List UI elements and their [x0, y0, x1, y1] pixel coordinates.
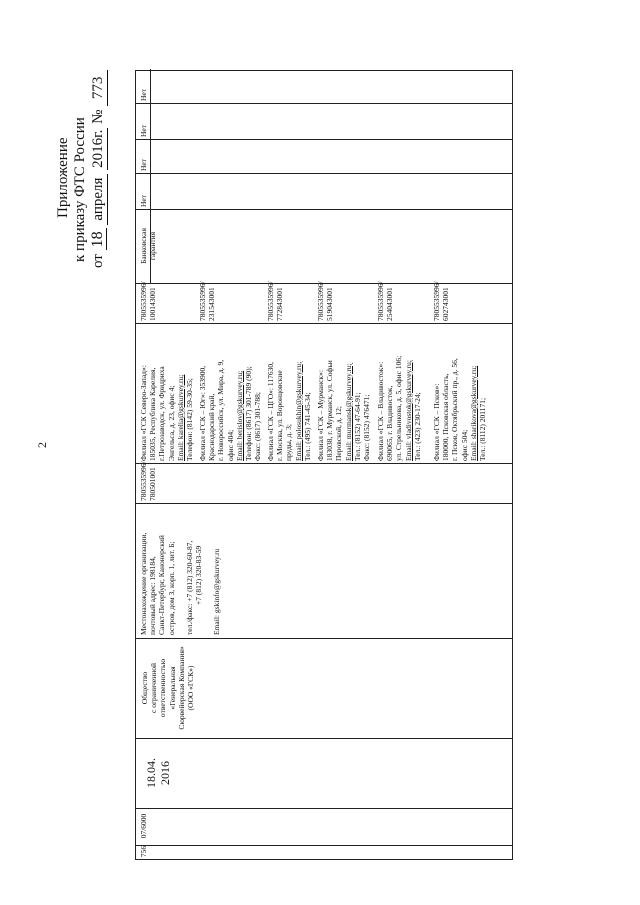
- branch-line: Телефон: (8142) 59-30-35;: [185, 378, 195, 461]
- annex-date-prefix: от: [90, 254, 106, 268]
- branch-line: г. Новороссийск, ул. Мира, д. 9,: [216, 359, 226, 461]
- organization-name: [140, 639, 195, 737]
- branch-line: пруды, д. 3;: [284, 424, 294, 461]
- branch-line: Тел.: (8152) 47-64-91;: [352, 392, 362, 461]
- annex-day: 18: [89, 228, 107, 250]
- branch-line: офис 504;: [459, 429, 469, 461]
- branch-line: Краснодарский край,: [207, 393, 217, 461]
- branch-inn-murmansk: 7805535996/ 519043001: [316, 281, 335, 321]
- col-no4: [136, 69, 512, 103]
- branch-line: Филиал «ГСК – Мурманск»:: [316, 370, 325, 461]
- no-cell-4: Нет: [139, 88, 148, 101]
- inn-kpp: 7805535996/ 780501001: [139, 461, 158, 501]
- annex-order-line: к приказу ФТС России: [72, 117, 88, 262]
- org-name-line: Сюрвейерская Компания»: [176, 646, 186, 730]
- registry-table: [135, 70, 513, 860]
- branch-cgo: [266, 324, 312, 461]
- branch-line: Факс: (8617) 301-788;: [253, 392, 263, 461]
- annex-date-line: [89, 64, 108, 304]
- guarantee-type: Банковская гарантия: [139, 228, 158, 264]
- annex-header: [55, 64, 108, 304]
- location-line: Местонахождение организации,: [139, 532, 148, 635]
- branch-line: Факс: (8152) 476471;: [362, 394, 372, 461]
- branch-email: Email: sharikova@gskurvey.ru;: [468, 365, 478, 461]
- branch-inn-south: 7805535996/ 231543001: [198, 281, 217, 321]
- branch-email: Email: berislov@gskurvey.ru;: [234, 370, 244, 461]
- branch-line: ул. Стрельникова, д. 5, офис 106;: [394, 355, 404, 461]
- reg-number: 756: [139, 845, 148, 858]
- branch-inn-north-west: 7805535996/ 100143001: [139, 281, 158, 321]
- col-guarantee: [136, 209, 512, 283]
- branch-vladivostok: [376, 324, 422, 461]
- col-no2: [136, 139, 512, 173]
- annex-month: апреля: [90, 174, 108, 225]
- certificate-number: 07/6000: [139, 813, 148, 839]
- branch-line: 180000, Псковская область,: [441, 373, 451, 461]
- branch-line: г. Псков, Октябрьский пр., д. 56,: [450, 358, 460, 461]
- branch-line: Телефон: (8617) 301-789 (90);: [244, 366, 254, 461]
- branch-line: Филиал «ГСК – Юг»: 353900,: [198, 365, 207, 461]
- branch-line: Тел.: (423) 230-17-24;: [412, 392, 422, 461]
- branch-line: 690065, г. Владивосток,: [385, 385, 395, 461]
- branch-line: 183038, г. Мурманск, ул. Софьи: [325, 360, 335, 461]
- branch-line: г. Москва, ул. Воронцовские: [275, 370, 285, 461]
- branch-murmansk: [316, 324, 371, 461]
- branch-line: Филиал «ГСК – ЦГО»: 117630,: [266, 362, 275, 461]
- branch-line: Филиал «ГСК – Псков»:: [432, 383, 441, 461]
- org-name-line: Общество: [140, 671, 149, 705]
- location-line: остров, дом 3, корп. 1, лит. Б;: [166, 541, 176, 635]
- organization-location: [139, 505, 221, 635]
- annex-title: Приложение: [55, 137, 71, 218]
- phone-line: +7 (812) 320-83-59: [194, 545, 204, 605]
- decision-date: 18.04. 2016: [144, 758, 172, 788]
- org-name-line: с ограниченной: [149, 662, 159, 714]
- no-cell-2: Нет: [139, 158, 148, 171]
- branch-line: 185035, Республика Карелия,: [148, 367, 158, 461]
- branch-line: г.Петрозаводск, ул. Фридриха: [157, 366, 167, 461]
- branch-pskov: [432, 324, 487, 461]
- col-inn: [136, 463, 512, 503]
- org-name-line: «Генеральная: [167, 666, 177, 710]
- col-no1: [136, 173, 512, 209]
- branch-south: [198, 324, 262, 461]
- branch-north-west: [139, 324, 194, 461]
- no-cell-3: Нет: [139, 124, 148, 137]
- annex-number-sign: №: [90, 109, 106, 124]
- branch-inn-cgo: 7805535996/ 772843001: [266, 281, 285, 321]
- branch-line: Тел.: (495) 741-45-34;: [302, 392, 312, 461]
- branch-email: Email: karelia@gskurvey.ru;: [175, 374, 185, 461]
- branch-email: Email: murmansk@gskurvey.ru;: [343, 363, 353, 461]
- branch-line: Энгельса, д. 23, офис 4;: [166, 385, 176, 461]
- annex-number: 773: [90, 70, 108, 106]
- branch-inn-pskov: 7805535996/ 602743001: [432, 281, 451, 321]
- col-date: [136, 738, 512, 808]
- rotated-page: [55, 60, 585, 860]
- col-reg-no: [136, 845, 512, 859]
- phone-line: тел./факс: +7 (812) 320-60-87,: [184, 540, 194, 635]
- branch-line: Филиал «ГСК Северо-Запад»:: [139, 365, 148, 461]
- branch-line: Перовской, д. 12;: [334, 406, 344, 461]
- org-name-line: (ООО «ГСК»): [186, 665, 196, 711]
- branch-inn-vladivostok: 7805535996/ 254043001: [376, 281, 395, 321]
- page-number: 2: [35, 442, 49, 448]
- no-cell-1: Нет: [139, 194, 148, 207]
- branch-email: Email: polosukhin@gskurvey.ru;: [293, 361, 303, 461]
- location-line: Санкт-Петербург, Канонерский: [157, 535, 167, 635]
- branch-email: Email: vladivostok@gskurvey.ru;: [403, 360, 413, 461]
- org-name-line: ответственностью: [158, 658, 168, 718]
- branch-line: Филиал «ГСК – Владивосток»:: [376, 361, 385, 461]
- location-line: почтовый адрес: 198184,: [148, 556, 158, 635]
- annex-year: 2016г.: [90, 129, 106, 168]
- email-line: Email: gskinfo@gskurvey.ru: [212, 548, 222, 635]
- col-no3: [136, 103, 512, 139]
- col-cert-no: [136, 808, 512, 845]
- branch-line: офис 404;: [225, 429, 235, 461]
- branch-line: Тел.: (8112) 201171;: [478, 397, 488, 461]
